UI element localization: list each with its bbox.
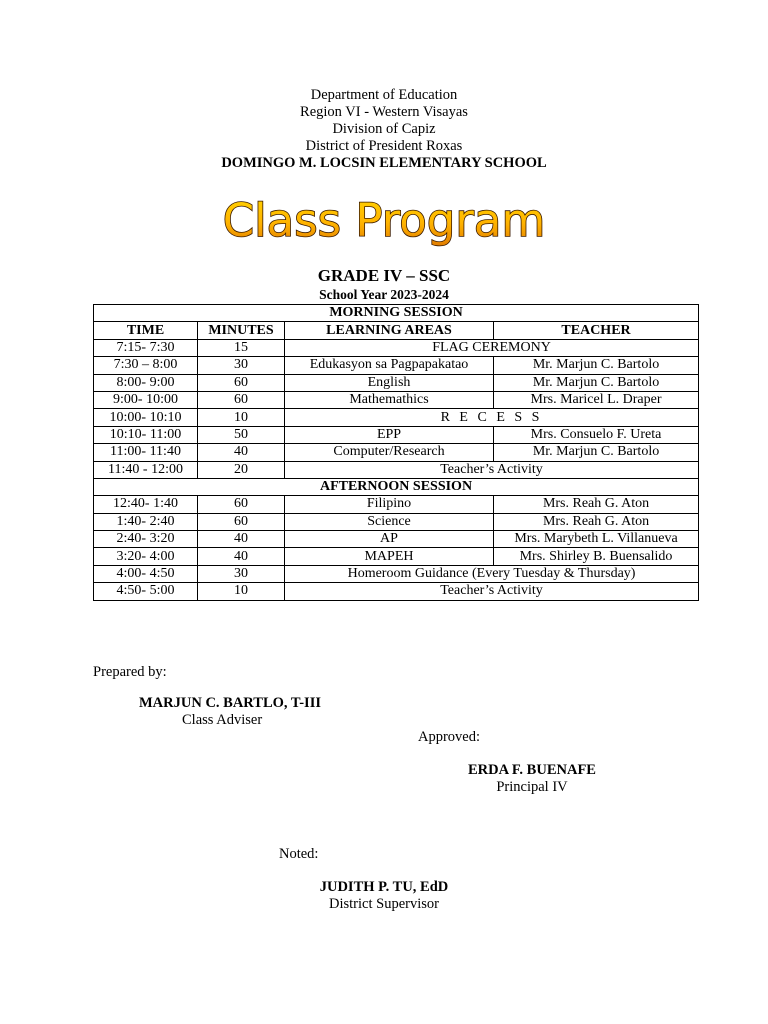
minutes-cell: 40 — [198, 444, 285, 461]
district-line: District of President Roxas — [305, 138, 463, 154]
table-row — [94, 583, 699, 600]
minutes-cell: 30 — [198, 357, 285, 374]
minutes-cell: 20 — [198, 461, 285, 478]
col-minutes: MINUTES — [198, 322, 285, 339]
learning-area-cell: Computer/Research — [285, 444, 494, 461]
learning-area-cell: Science — [285, 513, 494, 530]
time-cell: 3:20- 4:00 — [94, 548, 198, 565]
table-row — [94, 496, 699, 513]
time-cell: 9:00- 10:00 — [94, 391, 198, 408]
afternoon-session-row — [94, 478, 699, 495]
minutes-cell: 60 — [198, 391, 285, 408]
teacher-cell: Mrs. Shirley B. Buensalido — [494, 548, 699, 565]
class-program-table — [93, 304, 699, 601]
learning-area-cell: Edukasyon sa Pagpapakatao — [285, 357, 494, 374]
minutes-cell: 10 — [198, 583, 285, 600]
minutes-cell: 50 — [198, 426, 285, 443]
col-learning-areas: LEARNING AREAS — [285, 322, 494, 339]
table-row — [94, 357, 699, 374]
learning-area-cell: AP — [285, 531, 494, 548]
prepared-label: Prepared by: — [93, 664, 167, 680]
table-row — [94, 531, 699, 548]
teacher-cell: Mrs. Reah G. Aton — [494, 513, 699, 530]
time-cell: 4:50- 5:00 — [94, 583, 198, 600]
minutes-cell: 10 — [198, 409, 285, 426]
department-line: Department of Education — [310, 87, 458, 103]
grade-section: GRADE IV – SSC — [317, 266, 451, 285]
school-year: School Year 2023-2024 — [319, 287, 449, 302]
learning-area-cell: EPP — [285, 426, 494, 443]
minutes-cell: 15 — [198, 339, 285, 356]
teacher-cell: Mrs. Maricel L. Draper — [494, 391, 699, 408]
teacher-cell: Mrs. Marybeth L. Villanueva — [494, 531, 699, 548]
table-row — [94, 513, 699, 530]
learning-area-cell: MAPEH — [285, 548, 494, 565]
minutes-cell: 60 — [198, 374, 285, 391]
morning-session-row — [94, 305, 699, 322]
table-row — [94, 391, 699, 408]
teacher-cell: Mrs. Consuelo F. Ureta — [494, 426, 699, 443]
approved-role: Principal IV — [496, 779, 568, 795]
time-cell: 12:40- 1:40 — [94, 496, 198, 513]
learning-area-cell: Filipino — [285, 496, 494, 513]
noted-role: District Supervisor — [329, 896, 439, 912]
teacher-cell: Mrs. Reah G. Aton — [494, 496, 699, 513]
time-cell: 1:40- 2:40 — [94, 513, 198, 530]
approved-label: Approved: — [418, 729, 481, 745]
class-program-wordart — [194, 192, 574, 252]
prepared-role: Class Adviser — [182, 712, 263, 728]
document-header — [0, 87, 768, 172]
noted-label: Noted: — [279, 846, 319, 862]
learning-area-cell: R E C E S S — [285, 409, 699, 426]
prepared-name: MARJUN C. BARTLO, T-III — [139, 695, 321, 711]
class-program-title — [0, 192, 768, 252]
time-cell: 10:00- 10:10 — [94, 409, 198, 426]
table-body — [94, 305, 699, 601]
learning-area-cell: Mathemathics — [285, 391, 494, 408]
time-cell: 11:40 - 12:00 — [94, 461, 198, 478]
time-cell: 7:30 – 8:00 — [94, 357, 198, 374]
minutes-cell: 60 — [198, 496, 285, 513]
teacher-cell: Mr. Marjun C. Bartolo — [494, 374, 699, 391]
minutes-cell: 40 — [198, 531, 285, 548]
minutes-cell: 30 — [198, 565, 285, 582]
table-row — [94, 461, 699, 478]
table-row — [94, 409, 699, 426]
col-time: TIME — [94, 322, 198, 339]
noted-name: JUDITH P. TU, EdD — [319, 879, 449, 895]
teacher-cell: Mr. Marjun C. Bartolo — [494, 357, 699, 374]
table-row — [94, 444, 699, 461]
table-row — [94, 565, 699, 582]
school-name: DOMINGO M. LOCSIN ELEMENTARY SCHOOL — [221, 155, 547, 171]
afternoon-session-label: AFTERNOON SESSION — [94, 478, 699, 495]
learning-area-cell: Homeroom Guidance (Every Tuesday & Thursday) — [285, 565, 699, 582]
time-cell: 2:40- 3:20 — [94, 531, 198, 548]
minutes-cell: 40 — [198, 548, 285, 565]
learning-area-cell: Teacher’s Activity — [285, 461, 699, 478]
table-row — [94, 374, 699, 391]
header-row — [94, 322, 699, 339]
division-line: Division of Capiz — [332, 121, 436, 137]
title-text: Class Program — [222, 194, 546, 247]
time-cell: 7:15- 7:30 — [94, 339, 198, 356]
col-teacher: TEACHER — [494, 322, 699, 339]
time-cell: 4:00- 4:50 — [94, 565, 198, 582]
table-row — [94, 548, 699, 565]
time-cell: 10:10- 11:00 — [94, 426, 198, 443]
learning-area-cell: English — [285, 374, 494, 391]
learning-area-cell: Teacher’s Activity — [285, 583, 699, 600]
table-row — [94, 339, 699, 356]
region-line: Region VI - Western Visayas — [300, 104, 468, 120]
time-cell: 8:00- 9:00 — [94, 374, 198, 391]
learning-area-cell: FLAG CEREMONY — [285, 339, 699, 356]
time-cell: 11:00- 11:40 — [94, 444, 198, 461]
morning-session-label: MORNING SESSION — [94, 305, 699, 322]
teacher-cell: Mr. Marjun C. Bartolo — [494, 444, 699, 461]
minutes-cell: 60 — [198, 513, 285, 530]
table-row — [94, 426, 699, 443]
approved-name: ERDA F. BUENAFE — [468, 762, 596, 778]
